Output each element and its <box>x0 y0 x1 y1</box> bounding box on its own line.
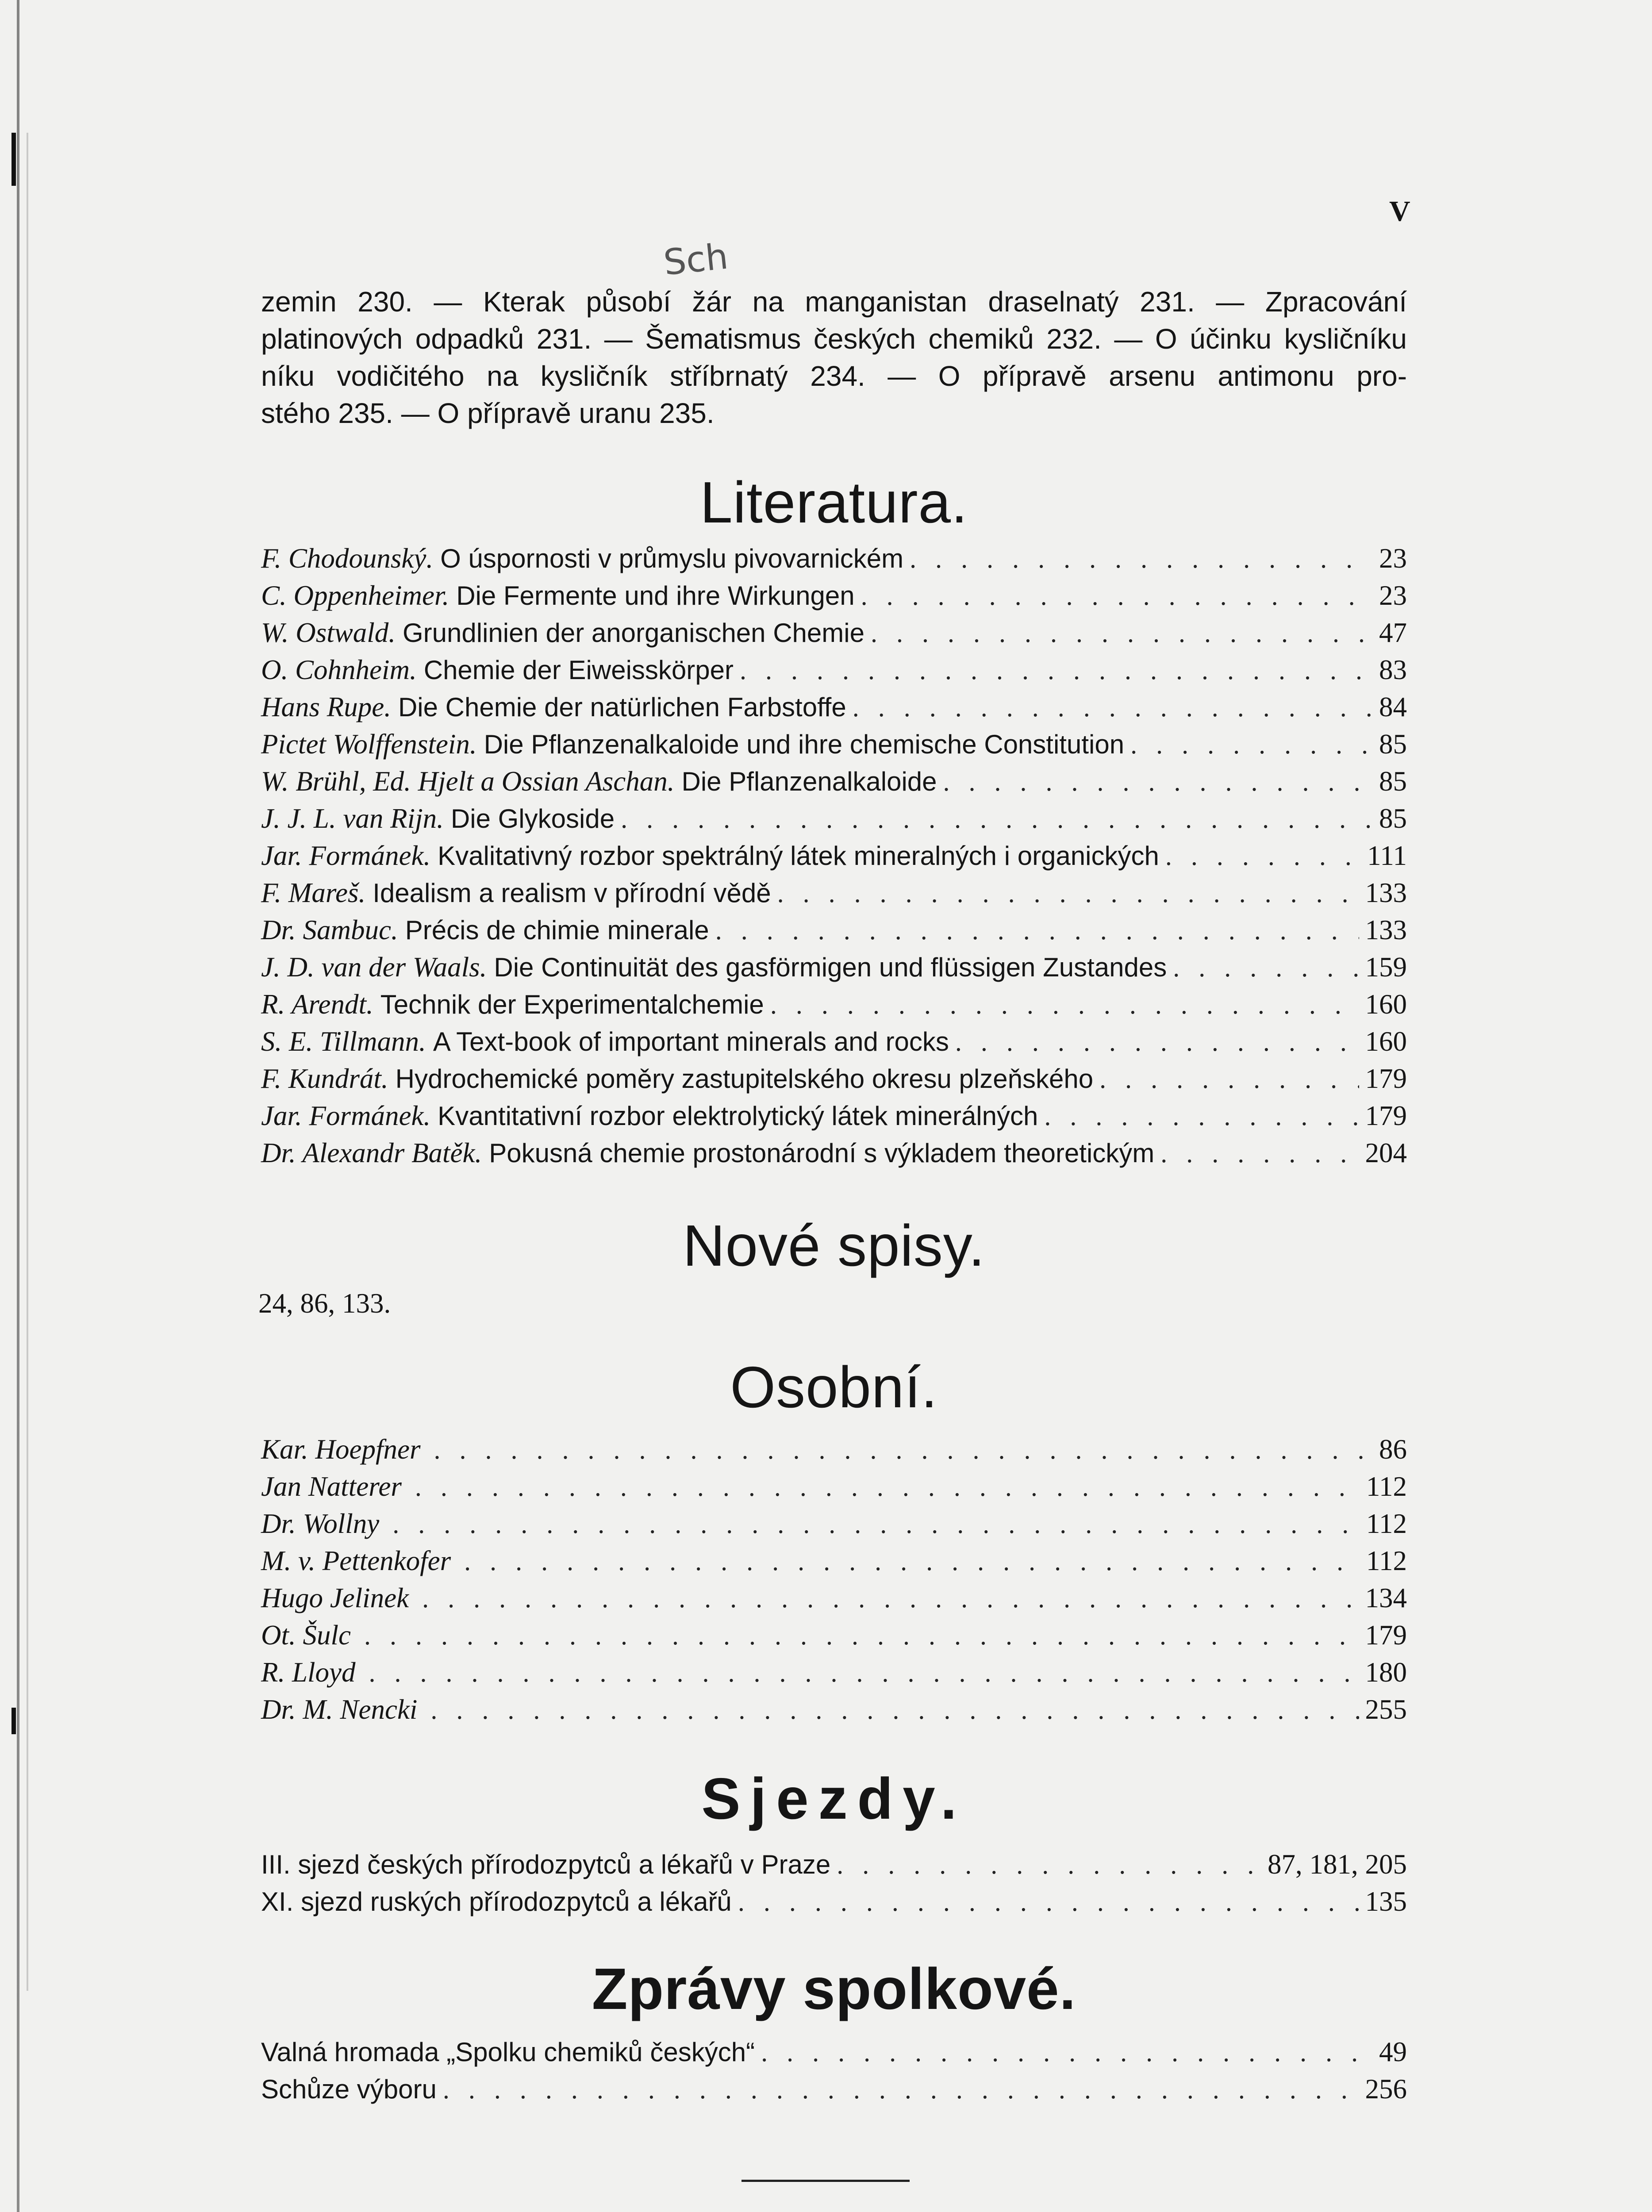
entry-author: Hugo Jelinek <box>261 1582 409 1613</box>
index-entry <box>261 1471 1407 1508</box>
entry-page: 159 <box>1365 952 1407 983</box>
entry-title: Die Pflanzenalkaloide und ihre chemische Constitution <box>484 730 1125 759</box>
entry-page: 179 <box>1365 1620 1407 1651</box>
dot-leader <box>443 2074 1359 2105</box>
dot-leader <box>369 1658 1359 1688</box>
entry-author: J. J. L. van Rijn. <box>261 803 444 834</box>
index-entry <box>261 2036 1407 2073</box>
entry-page: 180 <box>1365 1657 1407 1688</box>
intro-line: zemin 230. — Kterak působí žár na manganistan draselnatý 231. — Zpracování <box>261 286 1407 318</box>
entry-author: Pictet Wolffenstein. <box>261 729 477 760</box>
index-entry <box>261 728 1407 765</box>
entry-page: 255 <box>1365 1694 1407 1725</box>
index-entry <box>261 840 1407 877</box>
section-heading-sjezdy: Sjezdy. <box>701 1766 967 1831</box>
entry-title: III. sjezd českých přírodozpytců a lékařů v Praze <box>261 1850 831 1879</box>
dot-leader <box>943 767 1373 797</box>
index-entry <box>261 951 1407 988</box>
entry-title: Die Continuität des gasförmigen und flüssigen Zustandes <box>494 952 1167 982</box>
index-entry <box>261 988 1407 1025</box>
entry-page: 112 <box>1366 1508 1407 1539</box>
index-entry <box>261 914 1407 951</box>
entry-page: 204 <box>1365 1137 1407 1168</box>
entry-page: 85 <box>1379 729 1407 760</box>
entry-title: Grundlinien der anorganischen Chemie <box>403 618 864 648</box>
entry-page: 83 <box>1379 654 1407 685</box>
index-entry <box>261 1582 1407 1619</box>
entry-title: XI. sjezd ruských přírodozpytců a lékařů <box>261 1887 732 1916</box>
index-entry <box>261 1848 1407 1886</box>
dot-leader <box>738 1887 1359 1917</box>
entry-page: 133 <box>1365 877 1407 908</box>
entry-author: F. Mareš. <box>261 877 366 908</box>
dot-leader <box>1099 1064 1359 1094</box>
dot-leader <box>1173 952 1359 983</box>
entry-author: F. Kundrát. <box>261 1063 388 1094</box>
entry-page: 23 <box>1379 580 1407 611</box>
dot-leader <box>861 581 1373 611</box>
entry-author: R. Lloyd <box>261 1657 356 1688</box>
entry-author: C. Oppenheimer. <box>261 580 449 611</box>
dot-leader <box>761 2037 1373 2068</box>
entry-title: Pokusná chemie prostonárodní s výkladem theoretickým <box>489 1138 1155 1168</box>
dot-leader <box>464 1546 1360 1577</box>
entry-author: Dr. Sambuc. <box>261 914 398 945</box>
index-entry <box>261 1433 1407 1471</box>
page-edge-shadow-inner <box>27 133 28 1991</box>
dot-leader <box>837 1850 1261 1880</box>
entry-page: 49 <box>1379 2036 1407 2067</box>
entry-page: 85 <box>1379 766 1407 797</box>
index-entry <box>261 1656 1407 1694</box>
osobni-list <box>261 1433 1407 1731</box>
entry-title: Schůze výboru <box>261 2074 437 2104</box>
entry-page: 84 <box>1379 691 1407 722</box>
edge-mark <box>12 133 16 186</box>
dot-leader <box>434 1435 1373 1465</box>
entry-page: 112 <box>1366 1545 1407 1576</box>
dot-leader <box>422 1583 1359 1614</box>
index-entry <box>261 1025 1407 1063</box>
intro-line: níku vodičitého na kysličník stříbrnatý 234. — O přípravě arsenu antimonu pro- <box>261 360 1407 392</box>
index-entry <box>261 1063 1407 1100</box>
dot-leader <box>621 804 1373 834</box>
index-entry <box>261 1694 1407 1731</box>
entry-title: Die Glykoside <box>450 804 615 833</box>
index-entry <box>261 2073 1407 2110</box>
index-entry <box>261 765 1407 803</box>
index-entry <box>261 617 1407 654</box>
entry-title: Die Pflanzenalkaloide <box>681 767 937 796</box>
entry-page: 112 <box>1366 1471 1407 1502</box>
dot-leader <box>415 1472 1360 1502</box>
dot-leader <box>364 1621 1359 1651</box>
intro-paragraph <box>261 283 1407 432</box>
index-entry <box>261 1886 1407 1923</box>
closing-rule <box>741 2180 910 2182</box>
entry-author: S. E. Tillmann. <box>261 1026 426 1057</box>
intro-line: platinových odpadků 231. — Šematismus českých chemiků 232. — O účinku kysličníku <box>261 323 1407 355</box>
entry-author: Dr. Wollny <box>261 1508 380 1539</box>
entry-author: Kar. Hoepfner <box>261 1434 421 1465</box>
page-edge-shadow <box>17 0 19 2212</box>
entry-title: Idealism a realism v přírodní vědě <box>373 878 771 908</box>
section-heading-literatura: Literatura. <box>700 470 968 535</box>
dot-leader <box>910 544 1373 574</box>
dot-leader <box>392 1509 1360 1540</box>
entry-page: 47 <box>1379 617 1407 648</box>
page-number: V <box>1389 195 1410 227</box>
entry-page: 179 <box>1365 1063 1407 1094</box>
entry-page: 179 <box>1365 1100 1407 1131</box>
entry-title: Hydrochemické poměry zastupitelského okresu plzeňského <box>395 1064 1094 1094</box>
entry-title: Die Fermente und ihre Wirkungen <box>456 581 855 611</box>
section-heading-osobni: Osobní. <box>730 1355 938 1420</box>
dot-leader <box>770 990 1359 1020</box>
entry-title: Kvalitativný rozbor spektrálný látek mineralných i organických <box>438 841 1159 871</box>
edge-mark <box>12 1708 16 1734</box>
entry-title: Kvantitativní rozbor elektrolytický látek minerálných <box>438 1101 1038 1131</box>
index-entry <box>261 1508 1407 1545</box>
entry-title: Chemie der Eiweisskörper <box>423 655 734 685</box>
entry-author: Ot. Šulc <box>261 1620 351 1651</box>
entry-page: 86 <box>1379 1434 1407 1465</box>
entry-author: R. Arendt. <box>261 989 373 1020</box>
entry-page: 133 <box>1365 914 1407 945</box>
dot-leader <box>740 655 1373 686</box>
dot-leader <box>777 878 1359 909</box>
entry-author: W. Ostwald. <box>261 617 396 648</box>
entry-author: Jar. Formánek. <box>261 840 431 871</box>
entry-author: M. v. Pettenkofer <box>261 1545 451 1576</box>
entry-title: Précis de chimie minerale <box>405 915 709 945</box>
entry-title: Die Chemie der natürlichen Farbstoffe <box>398 692 846 722</box>
section-heading-zpravy-spolkove: Zprávy spolkové. <box>592 1956 1076 2021</box>
dot-leader <box>715 915 1359 946</box>
entry-author: O. Cohnheim. <box>261 654 417 685</box>
dot-leader <box>430 1695 1359 1725</box>
entry-author: Jar. Formánek. <box>261 1100 431 1131</box>
dot-leader <box>853 692 1373 723</box>
entry-author: Dr. M. Nencki <box>261 1694 418 1725</box>
index-entry <box>261 580 1407 617</box>
sjezdy-list <box>261 1848 1407 1923</box>
index-entry <box>261 877 1407 914</box>
zpravy-spolkove-list <box>261 2036 1407 2110</box>
entry-page: 111 <box>1367 840 1407 871</box>
index-entry <box>261 542 1407 580</box>
dot-leader <box>871 618 1373 649</box>
dot-leader <box>1130 730 1373 760</box>
entry-page: 85 <box>1379 803 1407 834</box>
entry-page: 160 <box>1365 1026 1407 1057</box>
index-entry <box>261 803 1407 840</box>
entry-author: Hans Rupe. <box>261 691 391 722</box>
section-heading-nove-spisy: Nové spisy. <box>683 1213 985 1278</box>
entry-author: Dr. Alexandr Batěk. <box>261 1137 482 1168</box>
entry-page: 135 <box>1365 1886 1407 1917</box>
entry-title: Valná hromada „Spolku chemiků českých“ <box>261 2037 755 2067</box>
literatura-list <box>261 542 1407 1174</box>
index-entry <box>261 1545 1407 1582</box>
entry-author: J. D. van der Waals. <box>261 952 487 983</box>
entry-title: Technik der Experimentalchemie <box>380 990 764 1019</box>
entry-author: Jan Natterer <box>261 1471 402 1502</box>
entry-page: 134 <box>1365 1582 1407 1613</box>
index-entry <box>261 691 1407 728</box>
entry-page: 23 <box>1379 543 1407 574</box>
entry-author: F. Chodounský. <box>261 543 434 574</box>
dot-leader <box>955 1027 1359 1057</box>
nove-spisy-pages: 24, 86, 133. <box>258 1288 391 1319</box>
index-entry <box>261 1137 1407 1174</box>
entry-author: W. Brühl, Ed. Hjelt a Ossian Aschan. <box>261 766 675 797</box>
index-entry <box>261 654 1407 691</box>
intro-line: stého 235. — O přípravě uranu 235. <box>261 397 715 429</box>
entry-page: 256 <box>1365 2074 1407 2104</box>
dot-leader <box>1044 1101 1359 1132</box>
entry-title: O úspornosti v průmyslu pivovarnickém <box>440 544 904 573</box>
index-entry <box>261 1619 1407 1656</box>
entry-page: 87, 181, 205 <box>1268 1849 1407 1880</box>
entry-title: A Text-book of important minerals and rocks <box>433 1027 949 1056</box>
dot-leader <box>1160 1138 1359 1169</box>
entry-page: 160 <box>1365 989 1407 1020</box>
index-entry <box>261 1100 1407 1137</box>
handwritten-note: Sch <box>661 235 730 284</box>
dot-leader <box>1165 841 1361 872</box>
